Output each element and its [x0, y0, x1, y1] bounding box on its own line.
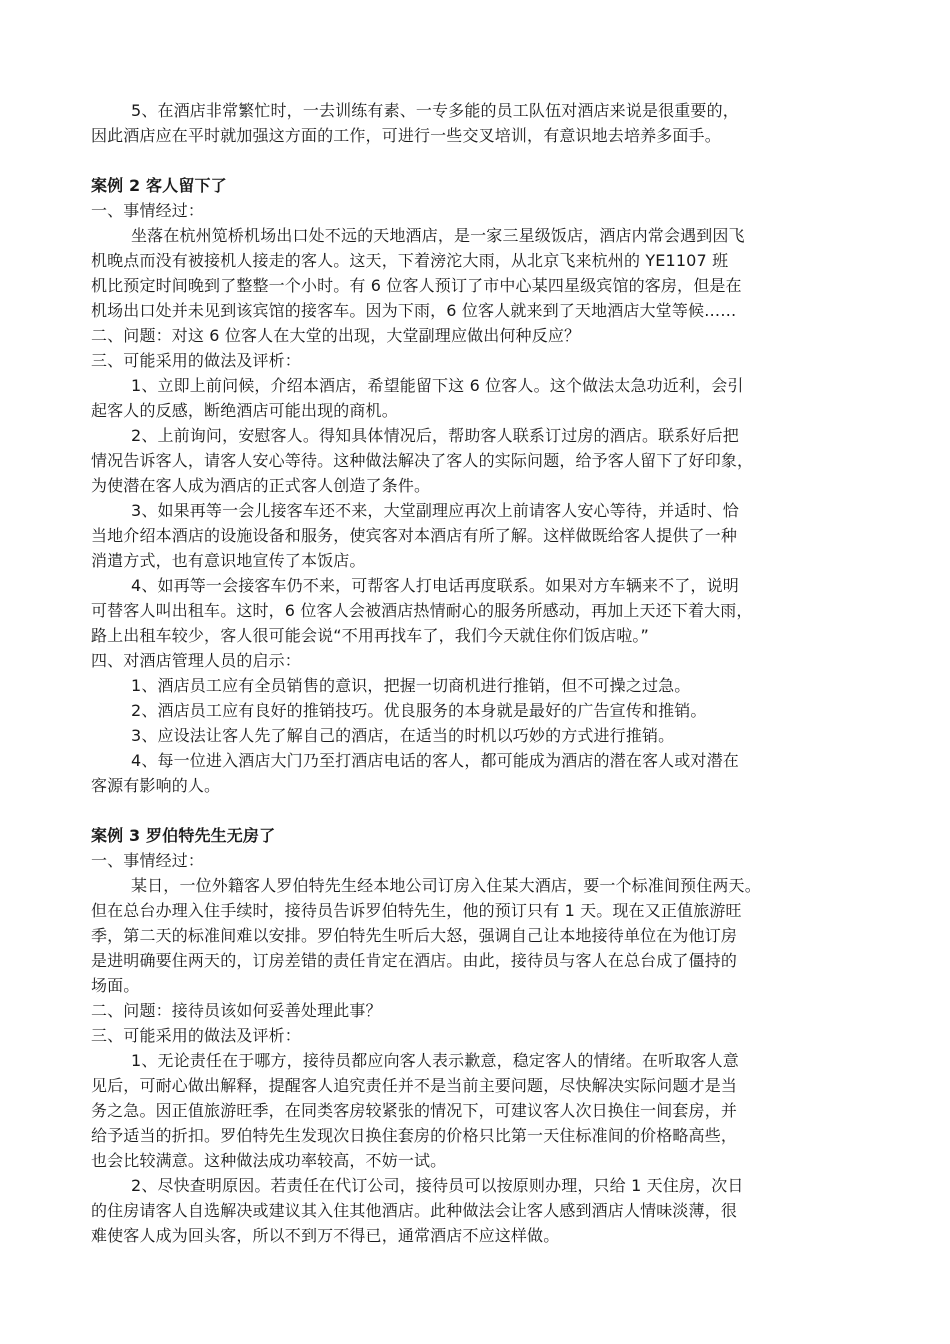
case2-method-line: 当地介绍本酒店的设施设备和服务，使宾客对本酒店有所了解。这样做既给客人提供了一种: [91, 526, 738, 545]
case2-tip-line: 3、应设法让客人先了解自己的酒店，在适当的时机以巧妙的方式进行推销。: [131, 726, 675, 745]
case3-method-line: 给予适当的折扣。罗伯特先生发现次日换住套房的价格只比第一天住标准间的价格略高些，: [91, 1126, 738, 1145]
case3-method-line: 难使客人成为回头客，所以不到万不得已，通常酒店不应这样做。: [91, 1226, 560, 1245]
case3-story-line: 季，第二天的标准间难以安排。罗伯特先生听后大怒，强调自己让本地接待单位在为他订房: [91, 926, 738, 945]
case3-method-line: 务之急。因正值旅游旺季，在同类客房较紧张的情况下，可建议客人次日换住一间套房，并: [91, 1101, 738, 1120]
case2-method-line: 可替客人叫出租车。这时，6 位客人会被酒店热情耐心的服务所感动，再加上天还下着大雨，: [91, 601, 753, 620]
case3-story-line: 但在总台办理入住手续时，接待员告诉罗伯特先生，他的预订只有 1 天。现在又正值旅游旺: [91, 901, 742, 920]
case2-method-line: 为使潜在客人成为酒店的正式客人创造了条件。: [91, 476, 431, 495]
document-body: [91, 98, 861, 1248]
case2-tip-line: 4、每一位进入酒店大门乃至打酒店电话的客人，都可能成为酒店的潜在客人或对潜在: [131, 751, 739, 770]
case3-question: 二、问题：接待员该如何妥善处理此事？: [91, 1001, 382, 1020]
case2-section-title: 三、可能采用的做法及评析：: [91, 351, 301, 370]
case2-tip-line: 客源有影响的人。: [91, 776, 221, 795]
case3-method-line: 见后，可耐心做出解释，提醒客人追究责任并不是当前主要问题，尽快解决实际问题才是当: [91, 1076, 738, 1095]
case2-method-line: 3、如果再等一会儿接客车还不来，大堂副理应再次上前请客人安心等待，并适时、恰: [131, 501, 739, 520]
case2-method-line: 消遣方式，也有意识地宣传了本饭店。: [91, 551, 366, 570]
case2-story-line: 机晚点而没有被接机人接走的客人。这天，下着滂沱大雨，从北京飞来杭州的 YE1107 班: [91, 251, 729, 270]
case3-story-line: 某日，一位外籍客人罗伯特先生经本地公司订房入住某大酒店，要一个标准间预住两天。: [131, 876, 761, 895]
case3-method-line: 1、无论责任在于哪方，接待员都应向客人表示歉意，稳定客人的情绪。在听取客人意: [131, 1051, 739, 1070]
case2-story-line: 坐落在杭州笕桥机场出口处不远的天地酒店，是一家三星级饭店，酒店内常会遇到因飞: [131, 226, 745, 245]
case2-section-title: 四、对酒店管理人员的启示：: [91, 651, 301, 670]
case3-section-title: 一、事情经过：: [91, 851, 205, 870]
case3-story-line: 场面。: [91, 976, 140, 995]
case2-method-line: 1、立即上前问候，介绍本酒店，希望能留下这 6 位客人。这个做法太急功近利，会引: [131, 376, 744, 395]
case2-story-line: 机场出口处并未见到该宾馆的接客车。因为下雨，6 位客人就来到了天地酒店大堂等候……: [91, 301, 737, 320]
case2-method-line: 路上出租车较少，客人很可能会说“不用再找车了，我们今天就住你们饭店啦。”: [91, 626, 649, 645]
case2-title: 案例 2 客人留下了: [91, 176, 227, 195]
case3-section-title: 三、可能采用的做法及评析：: [91, 1026, 301, 1045]
case2-tip-line: 1、酒店员工应有全员销售的意识，把握一切商机进行推销，但不可操之过急。: [131, 676, 691, 695]
case3-method-line: 2、尽快查明原因。若责任在代订公司，接待员可以按原则办理，只给 1 天住房，次日: [131, 1176, 744, 1195]
case2-section-title: 一、事情经过：: [91, 201, 205, 220]
case2-question: 二、问题：对这 6 位客人在大堂的出现，大堂副理应做出何种反应？: [91, 326, 581, 345]
spacer: [91, 148, 861, 173]
case3-method-line: 也会比较满意。这种做法成功率较高，不妨一试。: [91, 1151, 447, 1170]
case2-method-line: 起客人的反感，断绝酒店可能出现的商机。: [91, 401, 398, 420]
case2-method-line: 2、上前询问，安慰客人。得知具体情况后，帮助客人联系订过房的酒店。联系好后把: [131, 426, 739, 445]
spacer: [91, 798, 861, 823]
case3-title: 案例 3 罗伯特先生无房了: [91, 826, 276, 845]
case3-story-line: 是进明确要住两天的，订房差错的责任肯定在酒店。由此，接待员与客人在总台成了僵持的: [91, 951, 738, 970]
case2-method-line: 情况告诉客人，请客人安心等待。这种做法解决了客人的实际问题，给予客人留下了好印象，: [91, 451, 754, 470]
intro-line: 5、在酒店非常繁忙时，一去训练有素、一专多能的员工队伍对酒店来说是很重要的，: [131, 101, 739, 120]
case2-tip-line: 2、酒店员工应有良好的推销技巧。优良服务的本身就是最好的广告宣传和推销。: [131, 701, 707, 720]
case2-method-line: 4、如再等一会接客车仍不来，可帮客人打电话再度联系。如果对方车辆来不了，说明: [131, 576, 739, 595]
case2-story-line: 机比预定时间晚到了整整一个小时。有 6 位客人预订了市中心某四星级宾馆的客房，但是在: [91, 276, 742, 295]
intro-line: 因此酒店应在平时就加强这方面的工作，可进行一些交叉培训，有意识地去培养多面手。: [91, 126, 721, 145]
case3-method-line: 的住房请客人自选解决或建议其入住其他酒店。此种做法会让客人感到酒店人情味淡薄，很: [91, 1201, 738, 1220]
